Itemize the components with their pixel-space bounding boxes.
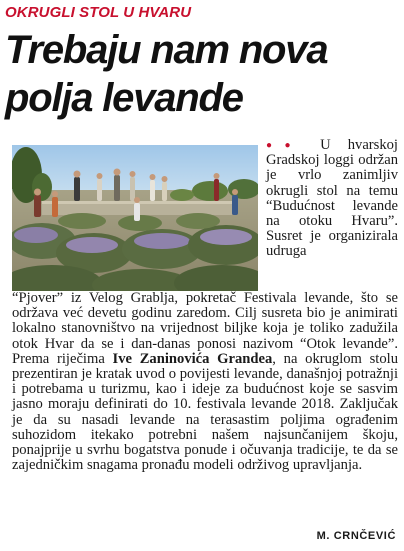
red-bullet-icon: ●● — [266, 140, 303, 151]
lead-paragraph-text: U hvarskoj Gradskoj loggi održan je vrlo zanimljiv okrugli stol na temu “Budućnost levande na otoku Hvaru”. Susret je organizirala udruga — [266, 137, 398, 260]
headline-line-2: polja levande — [5, 76, 243, 120]
body-text-a: “Pjover” iz Velog Grablja, pokretač Festivala levande, što se održava već devetu godinu zaredom. Cilj susreta bio je animirati lokalno stanovništvo na vrijednost biljke koja je toliko zadužila otok Hvar da se i dan-danas ponosi nazivom “Otok levande”. Prema riječima — [12, 290, 398, 367]
body-text-b: , na okruglom stolu prezentiran je kratak uvod o povijesti levande, današnjoj potražnji i potrebama u turizmu, kao i ideje za budućnost koje se sasvim jasno moraju definirati do 10. festivala levande 2018. Zaključak je da su nasadi levande na terasastim poljima ograđenim suhozidom itekako potrebni našem najsunčanijem škoju, ponajprije u svrhu bogatstva ponude i očuvanja tradicije, te da se zajedničkim snagama pronađu modeli održivog upravljanja. — [12, 350, 398, 474]
photo-illustration — [12, 145, 258, 291]
headline — [5, 26, 403, 122]
person-name: Ive Zaninovića Grandea — [112, 350, 273, 367]
headline-line-1: Trebaju nam nova — [5, 28, 328, 72]
lavender-field-photo — [12, 145, 258, 291]
author-byline: M. CRNČEVIĆ — [313, 530, 396, 542]
kicker-label: OKRUGLI STOL U HVARU — [5, 4, 192, 21]
lead-paragraph-column — [266, 138, 398, 260]
body-paragraph — [12, 291, 398, 473]
